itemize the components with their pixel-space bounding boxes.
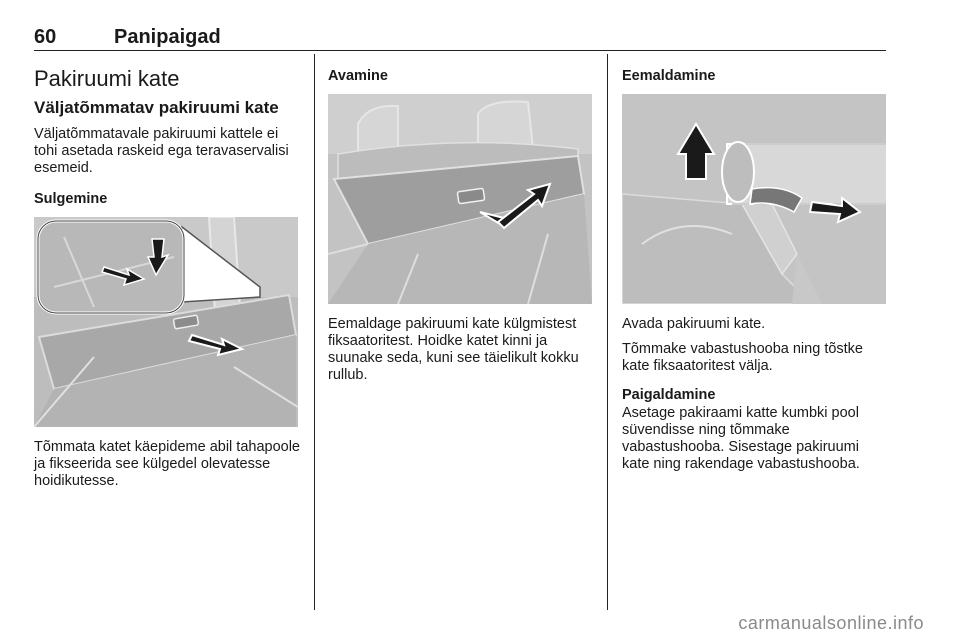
- intro-paragraph: Väljatõmmatavale pakiruumi kattele ei tohi asetada raskeid ega teravaservalisi esemeid.: [34, 126, 289, 176]
- page-number: 60: [34, 26, 57, 48]
- section-subtitle: Väljatõmmatav pakiruumi kate: [34, 98, 279, 117]
- opening-illustration: [328, 94, 592, 304]
- removal-paragraph-1: Avada pakiruumi kate.: [622, 316, 766, 332]
- removal-paragraph-2: Tõmmake vabastushooba ning tõstke kate fiksaatoritest välja.: [622, 341, 863, 374]
- column-3: [622, 56, 888, 473]
- column-divider: [607, 54, 608, 610]
- closing-heading: Sulgemine: [34, 191, 108, 207]
- opening-heading: Avamine: [328, 68, 388, 84]
- page-header: [34, 20, 886, 51]
- footer-watermark[interactable]: carmanualsonline.info: [738, 613, 924, 633]
- column-divider: [314, 54, 315, 610]
- running-title: Panipaigad: [114, 26, 221, 48]
- column-1: [34, 56, 302, 490]
- installation-heading: Paigaldamine: [622, 387, 716, 403]
- column-2: [328, 56, 596, 384]
- section-title: Pakiruumi kate: [34, 66, 180, 91]
- closing-paragraph: Tõmmata katet käepideme abil tahapoole ja fikseerida see külgedel olevatesse hoidikutesse.: [34, 439, 300, 489]
- opening-paragraph: Eemaldage pakiruumi kate külgmistest fiksaatoritest. Hoidke katet kinni ja suunake seda, kuni see täielikult kokku rullub.: [328, 316, 579, 383]
- installation-paragraph: Asetage pakiraami katte kumbki pool süvendisse ning tõmmake vabastushooba. Sisestage pakiruumi kate ning rakendage vabastushooba.: [622, 405, 860, 472]
- removal-illustration: [622, 94, 886, 304]
- removal-heading: Eemaldamine: [622, 68, 716, 84]
- closing-illustration: [34, 217, 298, 427]
